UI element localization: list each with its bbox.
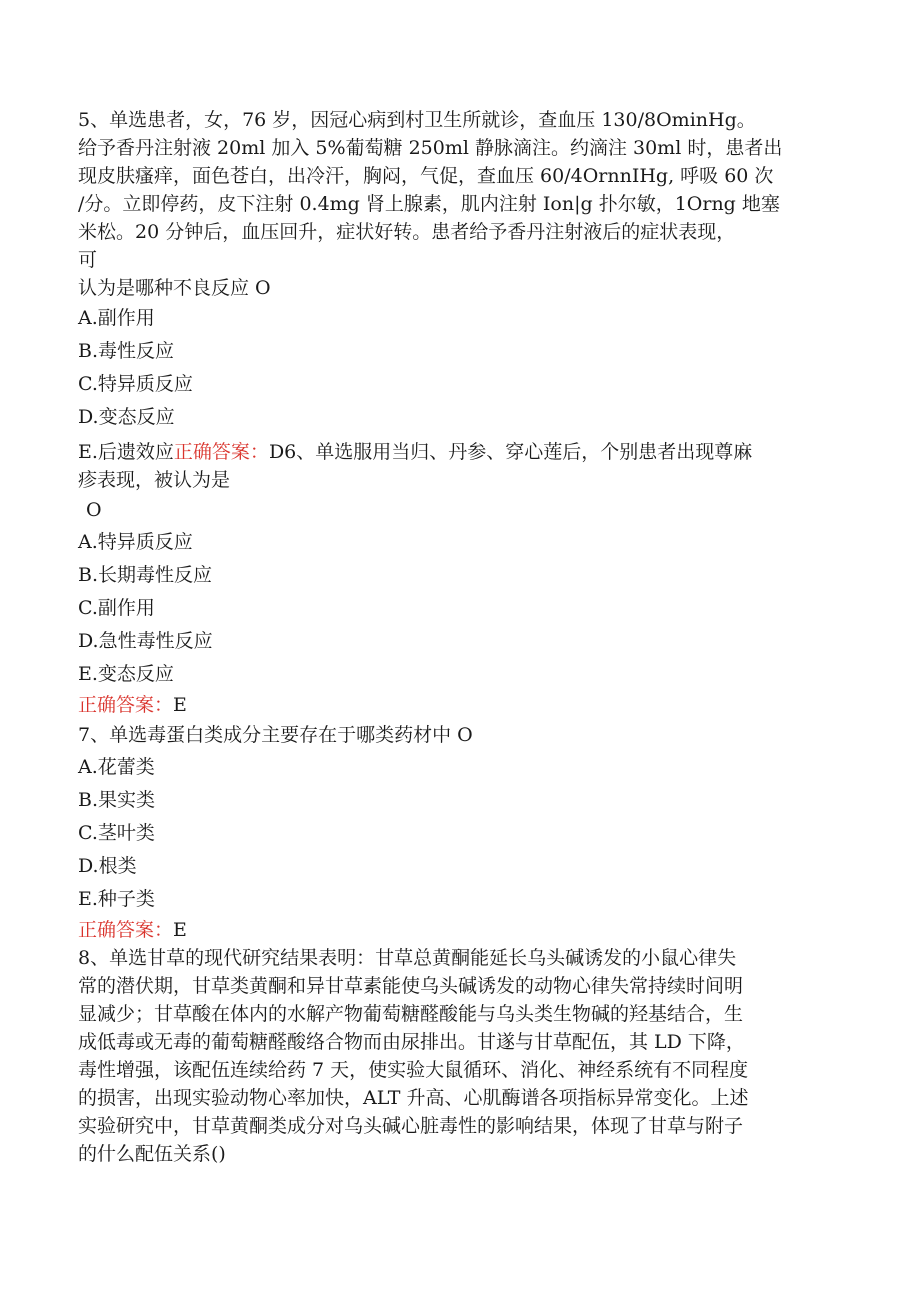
q6-stem-tail: O [86,499,102,521]
q5-stem-line: 认为是哪种不良反应 O [78,277,271,299]
q7-answer [78,916,838,944]
q8-stem-line: 的损害，出现实验动物心率加快，ALT 升高、心肌酶谱各项指标异常变化。上述 [78,1087,749,1109]
q7-answer-label: 正确答案： [78,919,174,941]
q7-stem: 7、单选毒蛋白类成分主要存在于哪类药材中 O [78,724,473,746]
q5-stem-line: 现皮肤瘙痒，面色苍白，出冷汗，胸闷，气促，查血压 60/4OrnnIHg, 呼吸 60 次 [78,165,774,187]
q5-option-b: B.毒性反应 [78,340,175,362]
q5-option-d: D.变态反应 [78,406,175,428]
q7-option-b: B.果实类 [78,789,156,811]
question-5 [78,106,838,466]
q5-option-e: E.后遗效应 [78,441,174,463]
q6-answer-label: 正确答案： [78,694,174,716]
q8-stem-line: 的什么配伍关系() [78,1143,226,1165]
question-6 [78,466,838,719]
q8-stem-line: 实验研究中，甘草黄酮类成分对乌头碱心脏毒性的影响结果，体现了甘草与附子 [78,1115,744,1137]
q5-answer-value: D [268,441,285,463]
question-8 [78,944,838,1168]
q5-stem-line: 给予香丹注射液 20ml 加入 5%葡萄糖 250ml 静脉滴注。约滴注 30ml 时，患者出 [78,137,783,159]
q6-option-b: B.长期毒性反应 [78,564,213,586]
q6-stem-line: 疹表现，被认为是 [78,469,231,491]
q5-stem-line: 5、单选患者，女，76 岁，因冠心病到村卫生所就诊，查血压 130/8OminHg。 [78,109,756,131]
document-page [78,106,838,1168]
q6-option-e: E.变态反应 [78,663,174,685]
q6-option-d: D.急性毒性反应 [78,630,213,652]
q8-stem-line: 显减少；甘草酸在体内的水解产物葡萄糖醛酸能与乌头类生物碱的羟基结合，生 [78,1003,744,1025]
q5-option-a: A.副作用 [78,307,155,329]
q7-option-e: E.种子类 [78,888,155,910]
q7-option-a: A.花蕾类 [78,756,155,778]
q6-stem-start: 6、单选服用当归、丹参、穿心莲后，个别患者出现尊麻 [284,441,753,463]
q5-stem-line: 米松。20 分钟后，血压回升，症状好转。患者给予香丹注射液后的症状表现， [78,221,736,243]
q7-option-d: D.根类 [78,855,137,877]
q8-stem-line: 成低毒或无毒的葡萄糖醛酸络合物而由尿排出。甘遂与甘草配伍，其 LD 下降， [78,1031,745,1053]
q5-stem-line: /分。立即停药，皮下注射 0.4mg 肾上腺素，肌内注射 Ion|g 扑尔敏，1Orng 地塞 [78,193,780,215]
q5-stem-line: 可 [78,249,98,271]
q8-stem-line: 常的潜伏期，甘草类黄酮和异甘草素能使乌头碱诱发的动物心律失常持续时间明 [78,975,744,997]
q6-answer-value: E [173,694,187,716]
q8-stem-line: 8、单选甘草的现代研究结果表明：甘草总黄酮能延长乌头碱诱发的小鼠心律失 [78,947,737,969]
q6-answer [78,691,838,719]
q6-option-c: C.副作用 [78,597,155,619]
q5-answer-label: 正确答案： [173,441,269,463]
q5-q6-combined-line [78,438,838,466]
question-7 [78,719,838,944]
q7-answer-value: E [173,919,187,941]
q7-option-c: C.茎叶类 [78,822,155,844]
q8-stem-line: 毒性增强，该配伍连续给药 7 天，使实验大鼠循环、消化、神经系统有不同程度 [78,1059,749,1081]
q5-option-c: C.特异质反应 [78,373,193,395]
q6-option-a: A.特异质反应 [78,531,193,553]
